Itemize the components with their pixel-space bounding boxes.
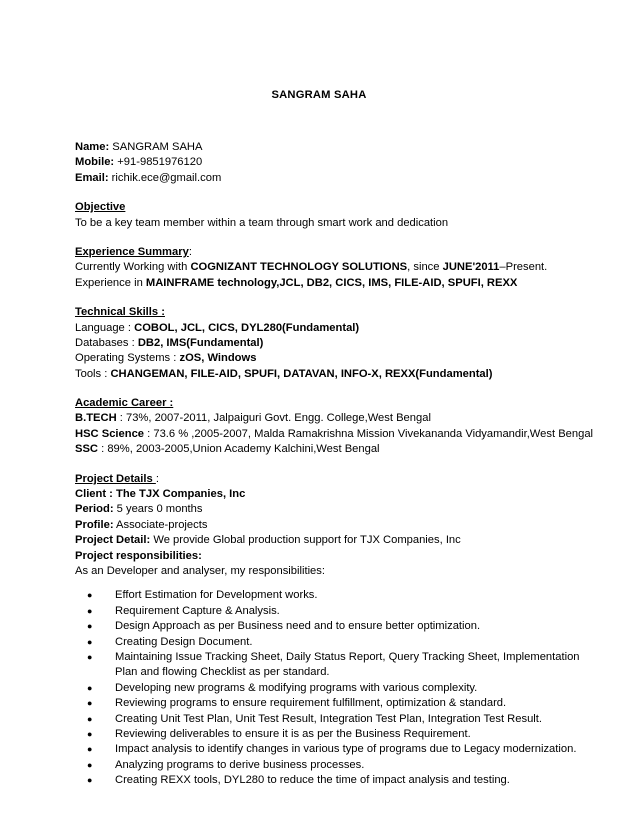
- academic-btech-label: B.TECH: [75, 412, 117, 425]
- list-item: [75, 681, 595, 696]
- project-profile-line: [75, 518, 595, 533]
- project-period-value: 5 years 0 months: [113, 503, 203, 516]
- name-line: [75, 140, 595, 155]
- academic-btech-value: : 73%, 2007-2011, Jalpaiguri Govt. Engg. College,West Bengal: [116, 412, 431, 425]
- project-detail-label: Project Detail:: [75, 534, 151, 547]
- project-responsibilities-heading: Project responsibilities:: [75, 549, 202, 562]
- list-item: [75, 773, 595, 788]
- experience-heading-line: [75, 245, 595, 260]
- resume-content: [75, 140, 595, 789]
- responsibilities-list: [75, 588, 595, 788]
- list-item-text: Developing new programs & modifying programs with various complexity.: [115, 681, 478, 694]
- project-heading-suffix: :: [155, 472, 159, 485]
- skills-tools-label: Tools :: [75, 367, 111, 380]
- bullet-icon: ●: [87, 590, 93, 601]
- academic-hsc-value: : 73.6 % ,2005-2007, Malda Ramakrishna Mission Vivekananda Vidyamandir,West Bengal: [144, 427, 594, 440]
- project-responsibilities-intro: As an Developer and analyser, my responsibilities:: [75, 564, 325, 577]
- skills-os-line: [75, 351, 595, 366]
- bullet-icon: ●: [87, 652, 93, 662]
- bullet-icon: ●: [87, 682, 93, 693]
- list-item: [75, 604, 595, 619]
- academic-hsc-label: HSC Science: [75, 427, 145, 440]
- objective-text: To be a key team member within a team through smart work and dedication: [75, 216, 449, 229]
- skills-language-label: Language :: [75, 321, 135, 334]
- project-profile-label: Profile:: [75, 518, 114, 531]
- experience-current-mid: , since: [407, 261, 443, 274]
- academic-heading-line: [75, 396, 595, 411]
- academic-ssc-value: : 89%, 2003-2005,Union Academy Kalchini,West Bengal: [98, 443, 380, 456]
- skills-heading-line: [75, 305, 595, 320]
- list-item: [75, 712, 595, 727]
- skills-tools-line: [75, 367, 595, 382]
- list-item-text: Reviewing programs to ensure requirement fulfillment, optimization & standard.: [115, 697, 507, 710]
- project-period-label: Period:: [75, 503, 114, 516]
- name-label: Name:: [75, 141, 110, 153]
- project-heading: Project Details: [75, 472, 156, 485]
- list-item: [75, 588, 595, 603]
- list-item: [75, 696, 595, 711]
- project-client: Client : The TJX Companies, Inc: [75, 488, 246, 501]
- list-item-text: Creating Unit Test Plan, Unit Test Result, Integration Test Plan, Integration Test Result.: [115, 712, 543, 725]
- project-detail-value: We provide Global production support for TJX Companies, Inc: [150, 534, 461, 547]
- academic-ssc-label: SSC: [75, 443, 99, 456]
- bullet-icon: ●: [87, 621, 93, 632]
- experience-heading: Experience Summary: [75, 245, 189, 258]
- project-heading-line: [75, 472, 595, 487]
- skills-language-line: [75, 321, 595, 336]
- skills-databases-line: [75, 336, 595, 351]
- mobile-label: Mobile:: [75, 156, 115, 169]
- name-value: SANGRAM SAHA: [109, 141, 203, 153]
- experience-tech-list: MAINFRAME technology,JCL, DB2, CICS, IMS, FILE-AID, SPUFI, REXX: [145, 276, 518, 289]
- experience-tech-line: [75, 276, 595, 291]
- academic-btech-line: [75, 411, 595, 426]
- list-item: [75, 619, 595, 634]
- academic-ssc-line: [75, 442, 595, 457]
- bullet-icon: ●: [87, 744, 93, 755]
- list-item-text: Impact analysis to identify changes in various type of programs due to Legacy modernization.: [115, 743, 577, 756]
- resume-title: SANGRAM SAHA: [271, 89, 367, 101]
- bullet-icon: ●: [87, 775, 93, 786]
- objective-heading-line: [75, 200, 595, 215]
- project-period-line: [75, 502, 595, 517]
- skills-tools-value: CHANGEMAN, FILE-AID, SPUFI, DATAVAN, INFO-X, REXX(Fundamental): [110, 367, 493, 380]
- experience-heading-suffix: :: [188, 245, 192, 258]
- list-item: [75, 758, 595, 773]
- list-item-text: Effort Estimation for Development works.: [115, 589, 318, 602]
- experience-current-prefix: Currently Working with: [75, 261, 191, 274]
- experience-tech-prefix: Experience in: [75, 276, 146, 289]
- bullet-icon: ●: [87, 605, 93, 616]
- mobile-line: [75, 155, 595, 170]
- list-item-text: Analyzing programs to derive business processes.: [115, 758, 365, 771]
- skills-os-label: Operating Systems :: [75, 352, 180, 365]
- skills-language-value: COBOL, JCL, CICS, DYL280(Fundamental): [134, 321, 360, 334]
- list-item: [75, 742, 595, 757]
- skills-os-value: zOS, Windows: [179, 352, 257, 365]
- skills-heading: Technical Skills :: [75, 306, 165, 319]
- experience-current-line: [75, 260, 595, 275]
- email-line: [75, 171, 595, 186]
- project-profile-value: Associate-projects: [113, 518, 208, 531]
- list-item-text: Maintaining Issue Tracking Sheet, Daily Status Report, Query Tracking Sheet, Implementation Plan and flowing Checklist as per standard.: [115, 651, 580, 679]
- project-detail-line: [75, 533, 595, 548]
- skills-databases-value: DB2, IMS(Fundamental): [137, 336, 264, 349]
- list-item-text: Creating REXX tools, DYL280 to reduce the time of impact analysis and testing.: [115, 774, 510, 787]
- email-label: Email:: [75, 171, 109, 184]
- bullet-icon: ●: [87, 759, 93, 770]
- experience-start-date: JUNE'2011: [442, 261, 500, 274]
- bullet-icon: ●: [87, 636, 93, 647]
- list-item: [75, 727, 595, 742]
- list-item: [75, 635, 595, 650]
- list-item: [75, 650, 595, 681]
- experience-current-suffix: –Present.: [499, 261, 548, 274]
- list-item-text: Requirement Capture & Analysis.: [115, 604, 280, 617]
- bullet-icon: ●: [87, 713, 93, 724]
- bullet-icon: ●: [87, 729, 93, 740]
- objective-heading: Objective: [75, 201, 126, 214]
- email-value: richik.ece@gmail.com: [108, 171, 222, 184]
- list-item-text: Creating Design Document.: [115, 635, 253, 648]
- academic-heading: Academic Career :: [75, 397, 174, 410]
- list-item-text: Reviewing deliverables to ensure it is as per the Business Requirement.: [115, 728, 471, 741]
- list-item-text: Design Approach as per Business need and to ensure better optimization.: [115, 620, 481, 633]
- experience-company: COGNIZANT TECHNOLOGY SOLUTIONS: [190, 261, 408, 274]
- bullet-icon: ●: [87, 698, 93, 709]
- mobile-value: +91-9851976120: [114, 156, 203, 169]
- skills-databases-label: Databases :: [75, 336, 138, 349]
- academic-hsc-line: [75, 427, 595, 442]
